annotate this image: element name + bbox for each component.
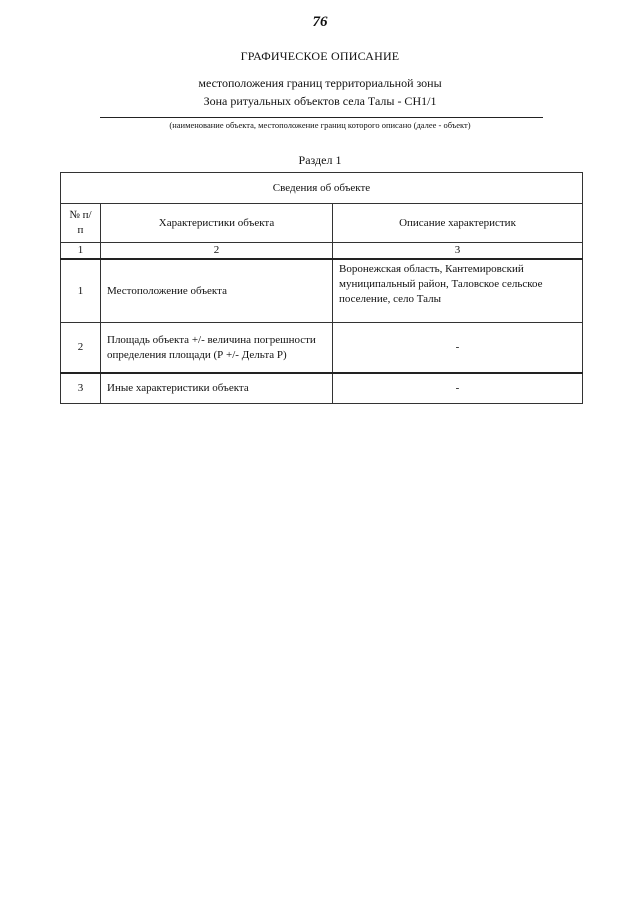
table-title-row	[61, 173, 583, 204]
subtitle-line-1: местоположения границ территориальной зоны	[198, 76, 442, 90]
object-info-table	[60, 172, 583, 404]
table-row	[61, 259, 583, 323]
column-number: 2	[101, 243, 333, 260]
table-row	[61, 373, 583, 404]
table-header-row	[61, 204, 583, 243]
subtitle-line-2: Зона ритуальных объектов села Талы - СН1/1	[203, 94, 437, 108]
column-header-characteristic: Характеристики объекта	[101, 204, 333, 243]
row-number: 1	[61, 259, 101, 323]
row-description: -	[333, 323, 583, 374]
row-characteristic: Иные характеристики объекта	[101, 373, 333, 404]
column-number: 3	[333, 243, 583, 260]
divider-line	[100, 117, 543, 118]
table-row	[61, 323, 583, 374]
table-title: Сведения об объекте	[61, 173, 583, 204]
column-number-row	[61, 243, 583, 260]
row-number: 2	[61, 323, 101, 374]
row-characteristic: Местоположение объекта	[101, 259, 333, 323]
row-description: -	[333, 373, 583, 404]
row-number: 3	[61, 373, 101, 404]
row-description: Воронежская область, Кантемировский муниципальный район, Таловское сельское поселение, село Талы	[333, 259, 583, 323]
object-caption: (наименование объекта, местоположение границ которого описано (далее - объект)	[169, 120, 471, 130]
column-header-num: № п/п	[61, 204, 101, 243]
section-heading: Раздел 1	[298, 153, 342, 167]
column-header-description: Описание характеристик	[333, 204, 583, 243]
page-number: 76	[312, 14, 328, 30]
document-title: ГРАФИЧЕСКОЕ ОПИСАНИЕ	[240, 49, 400, 63]
row-characteristic: Площадь объекта +/- величина погрешности определения площади (Р +/- Дельта Р)	[101, 323, 333, 374]
column-number: 1	[61, 243, 101, 260]
